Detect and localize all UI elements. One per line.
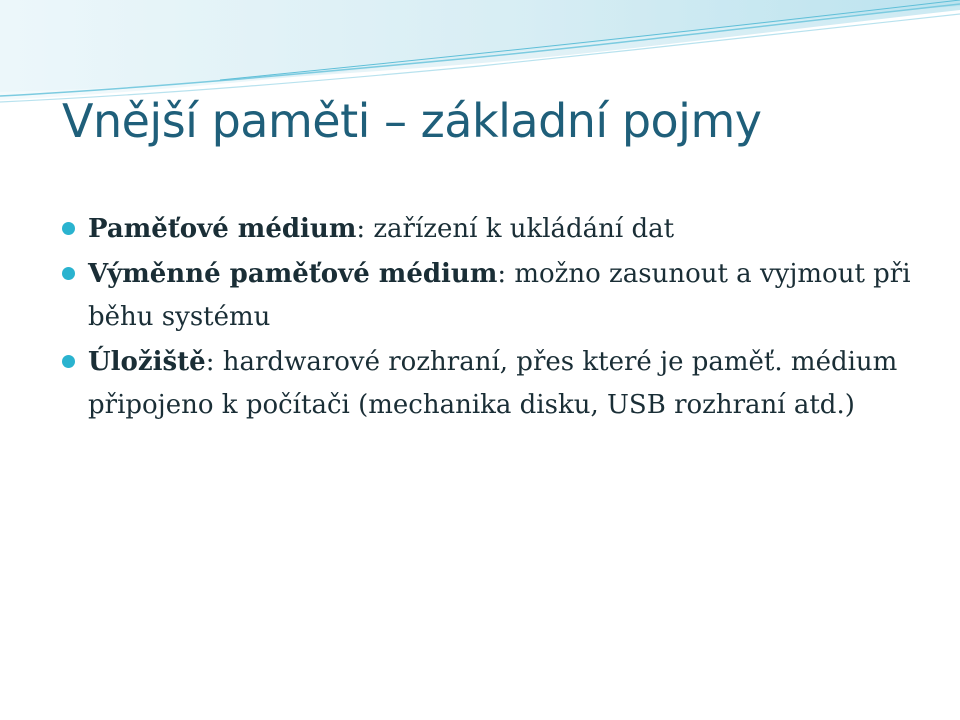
bullet-icon xyxy=(62,222,75,235)
list-item xyxy=(58,341,918,427)
list-item xyxy=(58,208,918,251)
slide-title: Vnější paměti – základní pojmy xyxy=(62,94,762,148)
item-description: : zařízení k ukládání dat xyxy=(356,214,675,244)
item-term: Paměťové médium xyxy=(88,214,357,244)
list-item xyxy=(58,253,918,339)
item-description: : možno zasunout a vyjmout při běhu systému xyxy=(88,259,911,332)
bullet-icon xyxy=(62,267,75,280)
bullet-icon xyxy=(62,355,75,368)
bullet-list xyxy=(58,208,918,429)
item-term: Výměnné paměťové médium xyxy=(88,259,498,289)
item-description: : hardwarové rozhraní, přes které je paměť. médium připojeno k počítači (mechanika disku, USB rozhraní atd.) xyxy=(88,347,898,420)
item-term: Úložiště xyxy=(88,347,206,377)
